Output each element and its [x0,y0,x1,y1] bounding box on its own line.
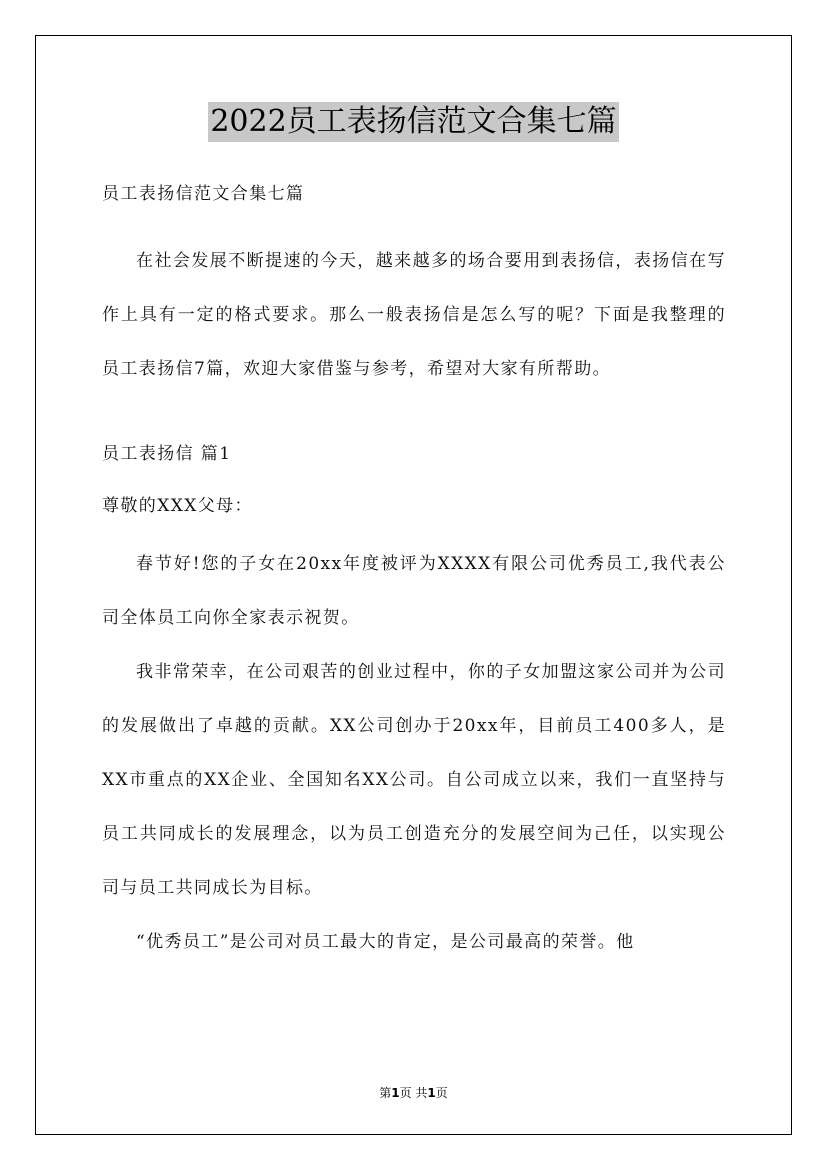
body-paragraph-2: 我非常荣幸，在公司艰苦的创业过程中，你的子女加盟这家公司并为公司的发展做出了卓越的贡献。XX公司创办于20xx年，目前员工400多人，是XX市重点的XX企业、全国知名XX公司。自公司成立以来，我们一直坚持与员工共同成长的发展理念，以为员工创造充分的发展空间为己任，以实现公司与员工共同成长为目标。 [102,662,726,898]
page-label-prefix: 第 [379,1086,392,1100]
salutation: 尊敬的XXX父母： [102,496,253,516]
page-label-suffix: 页 [435,1086,448,1100]
title-container [0,102,827,142]
page-footer [0,1084,827,1101]
body-paragraph-1: 春节好!您的子女在20xx年度被评为XXXX有限公司优秀员工,我代表公司全体员工向你全家表示祝贺。 [102,554,726,628]
page-current: 1 [391,1086,400,1100]
section-heading: 员工表扬信 篇1 [102,444,232,464]
document-title: 2022员工表扬信范文合集七篇 [208,102,618,142]
body-paragraph-3: “优秀员工”是公司对员工最大的肯定，是公司最高的荣誉。他 [136,932,635,952]
page-total: 1 [427,1086,436,1100]
intro-paragraph: 在社会发展不断提速的今天，越来越多的场合要用到表扬信，表扬信在写作上具有一定的格式要求。那么一般表扬信是怎么写的呢？下面是我整理的员工表扬信7篇，欢迎大家借鉴与参考，希望对大家有所帮助。 [102,251,726,379]
document-body [102,176,726,969]
document-subtitle: 员工表扬信范文合集七篇 [102,184,305,204]
page-label-mid: 页 共 [399,1086,428,1100]
